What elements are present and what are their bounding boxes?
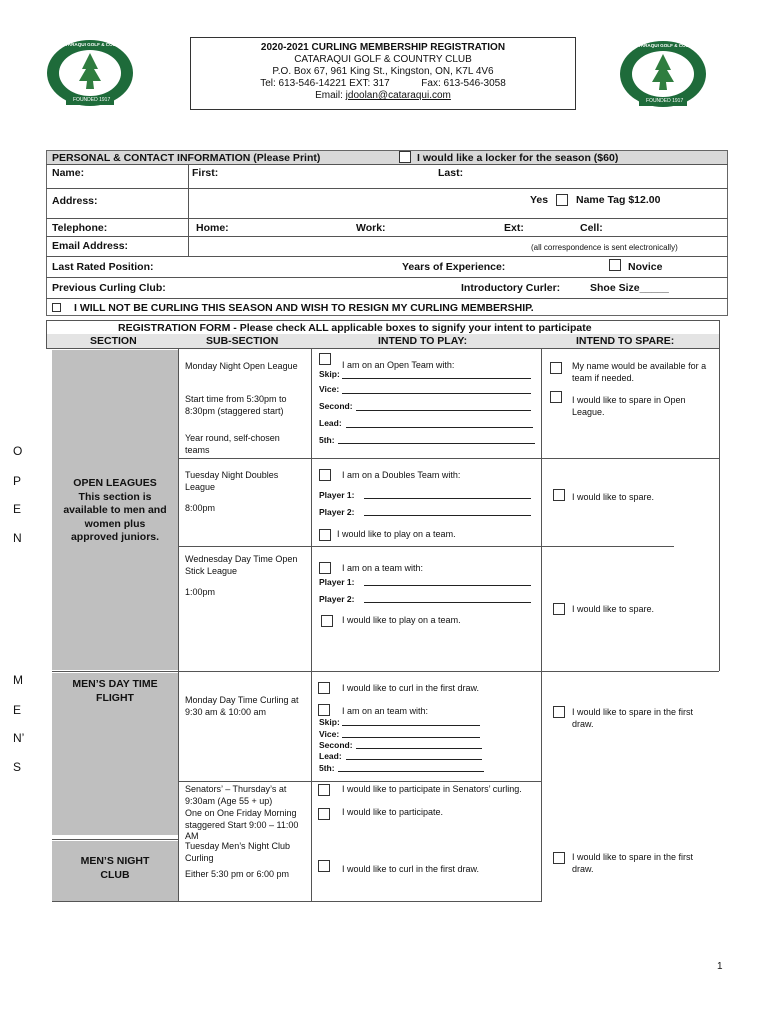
header-box: [190, 37, 576, 110]
senators-checkbox[interactable]: [318, 784, 330, 796]
first-name-label: First:: [192, 167, 219, 179]
one-on-one-label: I would like to participate.: [342, 807, 444, 817]
mens-night-club-section: MEN’S NIGHT CLUB: [80, 855, 150, 881]
doubles-play-team-label: I would like to play on a team.: [337, 529, 456, 539]
wednesday-subsection: Wednesday Day Time Open Stick League: [185, 554, 298, 576]
club-telephone: Tel: 613-546-14221 EXT: 317: [260, 78, 390, 89]
wednesday-play-team-label: I would like to play on a team.: [342, 615, 461, 625]
logo-founded-text: FOUNDED 1917: [646, 98, 684, 104]
second-label: Second:: [319, 401, 353, 411]
one-on-one-checkbox[interactable]: [318, 808, 330, 820]
open-letter-e: E: [13, 502, 22, 516]
doubles-player2-label: Player 2:: [319, 507, 355, 517]
wednesday-team-checkbox[interactable]: [319, 562, 331, 574]
cell-phone-label: Cell:: [580, 222, 603, 234]
monday-day-vice-label: Vice:: [319, 729, 340, 739]
club-logo-left: [46, 39, 143, 107]
open-leagues-section: OPEN LEAGUES This section is available to men and women plus approved juniors.: [63, 477, 167, 543]
wednesday-player2-line[interactable]: [364, 602, 531, 603]
mens-letter-s: S: [13, 760, 22, 774]
tuesday-mens-checkbox[interactable]: [318, 860, 330, 872]
monday-day-spare-checkbox[interactable]: [553, 706, 565, 718]
doubles-spare-checkbox[interactable]: [553, 489, 565, 501]
last-rated-label: Last Rated Position:: [52, 261, 154, 273]
monday-day-skip-line[interactable]: [342, 725, 480, 726]
lead-line[interactable]: [346, 427, 533, 428]
mens-letter-n: N’: [13, 731, 25, 745]
telephone-label: Telephone:: [52, 222, 108, 234]
name-tag-yes-label: Yes: [530, 194, 549, 206]
second-line[interactable]: [356, 410, 531, 411]
intro-curler-label: Introductory Curler:: [461, 282, 561, 294]
monday-day-first-draw-checkbox[interactable]: [318, 682, 330, 694]
email-note: (all correspondence is sent electronically): [531, 243, 678, 252]
name-label: Name:: [52, 167, 85, 179]
monday-day-spare-label: I would like to spare in the first draw.: [572, 707, 694, 729]
page-number: 1: [717, 961, 723, 972]
monday-night-subsection: Monday Night Open League: [185, 361, 298, 371]
monday-day-vice-line[interactable]: [342, 737, 480, 738]
monday-day-first-draw-label: I would like to curl in the first draw.: [342, 683, 480, 693]
novice-checkbox[interactable]: [609, 259, 621, 271]
wednesday-spare-label: I would like to spare.: [572, 604, 655, 614]
monday-day-fifth-label: 5th:: [319, 763, 335, 773]
monday-day-skip-label: Skip:: [319, 717, 340, 727]
wednesday-player1-label: Player 1:: [319, 577, 355, 587]
club-logo-right: [619, 40, 716, 108]
name-tag-checkbox[interactable]: [556, 194, 568, 206]
club-name: CATARAQUI GOLF & COUNTRY CLUB: [294, 54, 472, 65]
wednesday-time: 1:00pm: [185, 587, 216, 597]
doubles-team-label: I am on a Doubles Team with:: [342, 470, 461, 480]
mens-day-time-section: MEN’S DAY TIME FLIGHT: [72, 678, 158, 704]
monday-day-subsection: Monday Day Time Curling at 9:30 am & 10:00 am: [185, 695, 299, 717]
spare-available-checkbox[interactable]: [550, 362, 562, 374]
previous-club-label: Previous Curling Club:: [52, 282, 166, 294]
spare-available-label: My name would be available for a team if needed.: [572, 361, 707, 383]
monday-day-team-checkbox[interactable]: [318, 704, 330, 716]
resign-checkbox[interactable]: [52, 303, 61, 312]
wednesday-team-label: I am on a team with:: [342, 563, 424, 573]
wednesday-player2-label: Player 2:: [319, 594, 355, 604]
locker-checkbox[interactable]: [399, 151, 411, 163]
doubles-play-team-checkbox[interactable]: [319, 529, 331, 541]
club-email-link[interactable]: jdoolan@cataraqui.com: [345, 90, 451, 101]
mens-letter-m: M: [13, 673, 23, 687]
registration-title: REGISTRATION FORM - Please check ALL applicable boxes to signify your intent to participate: [118, 322, 592, 334]
monday-day-second-label: Second:: [319, 740, 353, 750]
one-on-one-subsection: One on One Friday Morning staggered Start 9:00 – 11:00 AM: [185, 808, 299, 841]
last-name-label: Last:: [438, 167, 464, 179]
tuesday-mens-label: I would like to curl in the first draw.: [342, 864, 480, 874]
novice-label: Novice: [628, 261, 663, 273]
logo-ring-text: CATARAQUI GOLF & COUNTRY CLUB: [59, 42, 143, 47]
name-tag-label: Name Tag $12.00: [576, 194, 661, 206]
open-letter-p: P: [13, 474, 22, 488]
open-letter-o: O: [13, 444, 23, 458]
email-label: Email:: [315, 90, 343, 101]
wednesday-player1-line[interactable]: [364, 585, 531, 586]
senators-label: I would like to participate in Senators’ curling.: [342, 784, 522, 794]
tuesday-mens-spare-label: I would like to spare in the first draw.: [572, 852, 694, 874]
intend-to-spare-header: INTEND TO SPARE:: [576, 335, 675, 347]
open-team-checkbox[interactable]: [319, 353, 331, 365]
wednesday-play-team-checkbox[interactable]: [321, 615, 333, 627]
tuesday-mens-spare-checkbox[interactable]: [553, 852, 565, 864]
monday-day-lead-label: Lead:: [319, 751, 342, 761]
monday-night-teams: Year round, self-chosen teams: [185, 433, 280, 455]
locker-label: I would like a locker for the season ($60): [417, 152, 619, 164]
open-letter-n: N: [13, 531, 22, 545]
monday-day-second-line[interactable]: [356, 748, 482, 749]
tuesday-mens-time: Either 5:30 pm or 6:00 pm: [185, 869, 290, 879]
wednesday-spare-checkbox[interactable]: [553, 603, 565, 615]
subsection-column-header: SUB-SECTION: [206, 335, 279, 347]
open-team-label: I am on an Open Team with:: [342, 360, 455, 370]
years-experience-label: Years of Experience:: [402, 261, 506, 273]
spare-open-league-label: I would like to spare in Open League.: [572, 395, 686, 417]
club-fax: Fax: 613-546-3058: [421, 78, 506, 89]
vice-line[interactable]: [342, 393, 531, 394]
intend-to-play-header: INTEND TO PLAY:: [378, 335, 468, 347]
work-phone-label: Work:: [356, 222, 386, 234]
monday-day-fifth-line[interactable]: [338, 771, 484, 772]
lead-label: Lead:: [319, 418, 342, 428]
monday-night-start-time: Start time from 5:30pm to 8:30pm (staggered start): [185, 394, 287, 416]
fifth-line[interactable]: [338, 443, 535, 444]
tuesday-doubles-subsection: Tuesday Night Doubles League: [185, 470, 279, 492]
section-column-header: SECTION: [90, 335, 137, 347]
fifth-label: 5th:: [319, 435, 335, 445]
doubles-spare-label: I would like to spare.: [572, 492, 655, 502]
skip-label: Skip:: [319, 369, 340, 379]
home-phone-label: Home:: [196, 222, 229, 234]
doubles-player1-label: Player 1:: [319, 490, 355, 500]
doubles-team-checkbox[interactable]: [319, 469, 331, 481]
doubles-player2-line[interactable]: [364, 515, 531, 516]
monday-day-lead-line[interactable]: [346, 759, 482, 760]
logo-founded-text: FOUNDED 1917: [73, 97, 111, 103]
senators-subsection: Senators’ – Thursday’s at 9:30am (Age 55 + up): [185, 784, 287, 806]
club-address: P.O. Box 67, 961 King St., Kingston, ON, K7L 4V6: [272, 66, 494, 77]
resign-label: I WILL NOT BE CURLING THIS SEASON AND WISH TO RESIGN MY CURLING MEMBERSHIP.: [74, 302, 534, 314]
email-address-label: Email Address:: [52, 240, 129, 252]
doubles-player1-line[interactable]: [364, 498, 531, 499]
form-title: 2020-2021 CURLING MEMBERSHIP REGISTRATION: [260, 42, 506, 53]
tuesday-doubles-time: 8:00pm: [185, 503, 216, 513]
extension-label: Ext:: [504, 222, 524, 234]
vice-label: Vice:: [319, 384, 340, 394]
shoe-size-label: Shoe Size_____: [590, 282, 669, 294]
logo-ring-text: CATARAQUI GOLF & COUNTRY CLUB: [632, 43, 716, 48]
spare-open-league-checkbox[interactable]: [550, 391, 562, 403]
mens-letter-e: E: [13, 703, 22, 717]
personal-heading: PERSONAL & CONTACT INFORMATION (Please Print): [52, 152, 321, 164]
address-label: Address:: [52, 195, 98, 207]
tuesday-mens-subsection: Tuesday Men’s Night Club Curling: [185, 841, 291, 863]
skip-line[interactable]: [342, 378, 531, 379]
monday-day-team-label: I am on an team with:: [342, 706, 429, 716]
